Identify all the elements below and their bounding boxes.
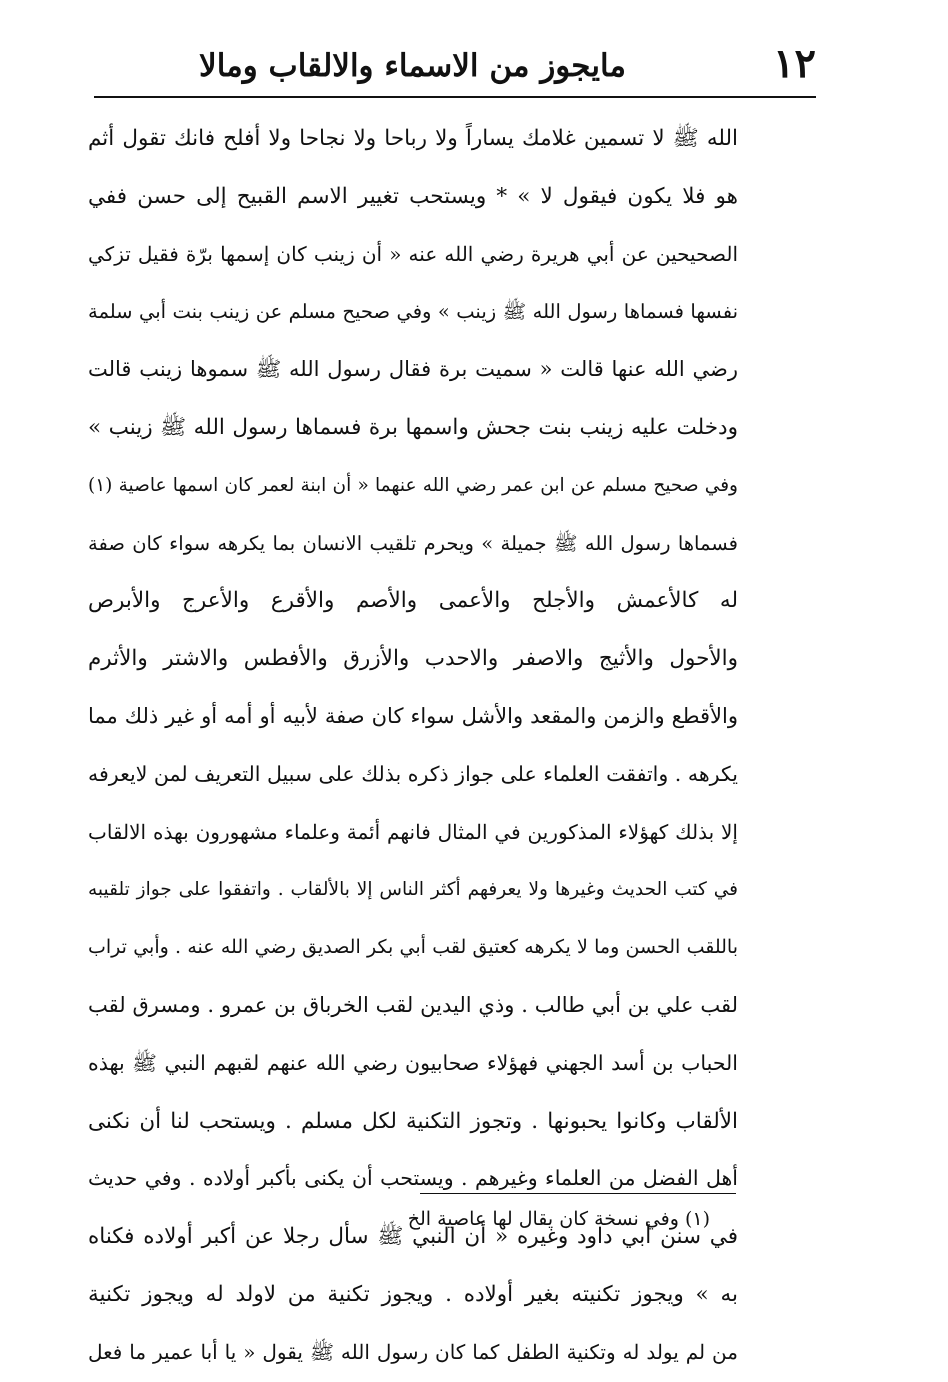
running-title: مايجوز من الاسماء والالقاب ومالا xyxy=(199,48,626,84)
header-rule xyxy=(94,96,816,98)
page-number: ١٢ xyxy=(773,40,816,87)
body-line: نفسها فسماها رسول الله ﷺ زينب » وفي صحيح مسلم عن زينب بنت أبي سلمة xyxy=(88,300,738,324)
body-line: له كالأعمش والأجلح والأعمى والأصم والأقرع والأعرج والأبرص xyxy=(88,588,738,614)
body-line: في كتب الحديث وغيرها ولا يعرفهم أكثر الناس إلا بالألقاب . واتفقوا على جواز تلقيبه xyxy=(88,879,738,901)
body-line: فسماها رسول الله ﷺ جميلة » ويحرم تلقيب الانسان بما يكرهه سواء كان صفة xyxy=(88,531,738,555)
body-line: به » ويجوز تكنيته بغير أولاده . ويجوز تكنية من لاولد له ويجوز تكنية xyxy=(88,1281,738,1307)
body-line: الصحيحين عن أبي هريرة رضي الله عنه « أن زينب كان إسمها برّة فقيل تزكي xyxy=(88,241,738,266)
body-line: وفي صحيح مسلم عن ابن عمر رضي الله عنهما « أن ابنة لعمر كان اسمها عاصية (١) xyxy=(88,474,738,496)
footnote: (١) وفي نسخة كان يقال لها عاصية الخ xyxy=(407,1208,710,1230)
body-line: والأقطع والزمن والمقعد والأشل سواء كان صفة لأبيه أو أمه أو غير ذلك مما xyxy=(88,703,738,728)
body-line: إلا بذلك كهؤلاء المذكورين في المثال فانهم أئمة وعلماء مشهورون بهذه الالقاب xyxy=(88,819,738,844)
body-line: في سنن أبي داود وغيره « أن النبي ﷺ سأل رجلا عن أكبر أولاده فكناه xyxy=(88,1224,738,1250)
body-line: الحباب بن أسد الجهني فهؤلاء صحابيون رضي الله عنهم لقبهم النبي ﷺ بهذه xyxy=(88,1050,738,1075)
body-line: يكرهه . واتفقت العلماء على جواز ذكره بذلك على سبيل التعريف لمن لايعرفه xyxy=(88,761,738,786)
body-line: من لم يولد له وتكنية الطفل كما كان رسول الله ﷺ يقول « يا أبا عمير ما فعل xyxy=(88,1339,738,1364)
body-line: الله ﷺ لا تسمين غلامك يساراً ولا رباحا ولا نجاحا ولا أفلح فانك تقول أثم xyxy=(88,126,738,151)
page-header xyxy=(96,40,816,92)
body-line: لقب علي بن أبي طالب . وذي اليدين لقب الخرباق بن عمرو . ومسرق لقب xyxy=(88,992,738,1017)
body-line: والأحول والأثيج والاصفر والاحدب والأزرق والأفطس والاشتر والأثرم xyxy=(88,646,738,672)
body-text xyxy=(88,110,738,1382)
body-line: هو فلا يكون فيقول لا » * ويستحب تغيير الاسم القبيح إلى حسن ففي xyxy=(88,183,738,209)
body-line: ودخلت عليه زينب بنت جحش واسمها برة فسماها رسول الله ﷺ زينب » xyxy=(88,414,738,440)
footnote-rule xyxy=(420,1193,736,1194)
body-line: الألقاب وكانوا يحبونها . وتجوز التكنية لكل مسلم . ويستحب لنا أن نكنى xyxy=(88,1108,738,1134)
body-line: باللقب الحسن وما لا يكرهه كعتيق لقب أبي بكر الصديق رضي الله عنه . وأبي تراب xyxy=(88,936,738,959)
body-line: أهل الفضل من العلماء وغيرهم . ويستحب أن يكنى بأكبر أولاده . وفي حديث xyxy=(88,1166,738,1191)
body-line: رضي الله عنها قالت « سميت برة فقال رسول الله ﷺ سموها زينب قالت xyxy=(88,357,738,382)
